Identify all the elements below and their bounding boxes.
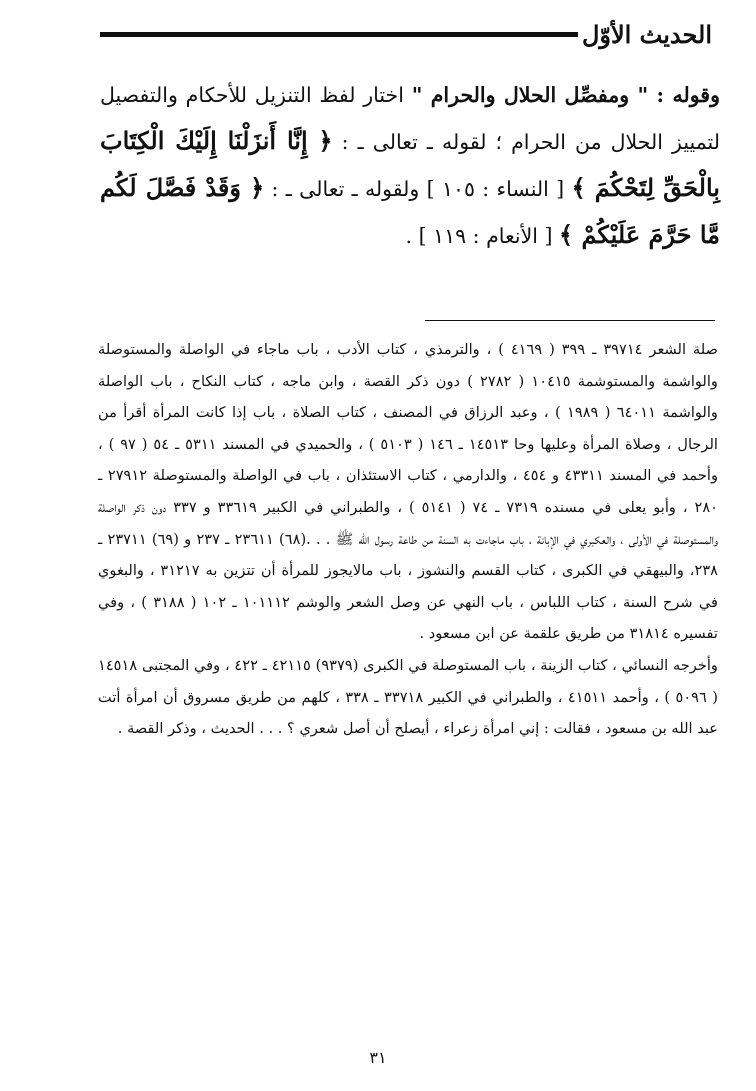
verse-reference-1: [ النساء : ١٠٥ ] ولقوله ـ تعالى ـ :: [264, 177, 572, 201]
footnote-paragraph-2: وأخرجه النسائي ، كتاب الزينة ، باب المستوصلة في الكبرى (٩٣٧٩) ٤٢١١٥ ـ ٤٢٢ ، وفي المجتبى ١٤٥١٨ ( ٥٠٩٦ ) ، وأحمد ٤١٥١١ ، والطبراني في الكبير ٣٣٧١٨ ـ ٣٣٨ ، كلهم من طريق مسروق أن امرأة أتت عبد الله بن مسعود ، فقالت : إني امرأة زعراء ، أيصلح أن أصل شعري ؟ . . . الحديث ، وذكر القصة .: [98, 656, 718, 738]
page-number: ٣١: [369, 1048, 387, 1067]
footnote-paragraph-1: صلة الشعر ٣٩٧١٤ ـ ٣٩٩ ( ٤١٦٩ ) ، والترمذي ، كتاب الأدب ، باب ماجاء في الواصلة والمستوصلة والواشمة والمستوشمة ١٠٤١٥ ( ٢٧٨٢ ) دون ذكر القصة ، وابن ماجه ، كتاب النكاح ، باب الواصلة والواشمة ٦٤٠١١ ( ١٩٨٩ ) ، وعبد الرزاق في المصنف ، كتاب الصلاة ، باب إذا كانت المرأة أقرأ من الرجال ، وصلاة المرأة وعليها وحا ١٤٥١٣ ـ ١٤٦ ( ٥١٠٣ ) ، والحميدي في المسند ٥٣١١ ـ ٥٤ ( ٩٧ ) ، وأحمد في المسند ٤٣٣١١ و ٤٥٤ ، والدارمي ، كتاب الاستئذان ، باب في الواصلة والمستوصلة ٢٧٩١٢ ـ ٢٨٠ ، وأبو يعلى في مسنده ٧٣١٩ ـ ٧٤ ( ٥١٤١ ) ، والطبراني في الكبير ٣٣٦١٩ و ٣٣٧ دون ذكر الواصلة والمستوصلة في الأولى ، والعكبري في الإبانة ، باب ماجاءت به السنة من طاعة رسول الله ﷺ . . .(٦٨) ٢٣٦١١ ـ ٢٣٧ و (٦٩) ٢٣٧١١ ـ ٢٣٨، والبيهقي في الكبرى ، كتاب القسم والنشوز ، باب مالايجوز للمرأة أن تتزين به ٣١٢١٧ ، والبغوي في شرح السنة ، كتاب اللباس ، باب النهي عن وصل الشعر والوشم ١٠١١١٢ ـ ١٠٢ ( ٣١٨٨ ) ، وفي تفسيره ٣١٨١٤ من طريق علقمة عن ابن مسعود .: [98, 341, 718, 643]
main-text: [100, 72, 720, 259]
running-header: [100, 14, 712, 54]
commentary-lead: وقوله : " ومفصِّل الحلال والحرام ": [411, 83, 720, 107]
commentary-text: اختار لفظ التنزيل للأحكام والتفصيل لتمييز الحلال من الحرام ؛ لقوله ـ تعالى ـ :: [100, 83, 720, 154]
verse-reference-2: [ الأنعام : ١١٩ ] .: [405, 224, 560, 248]
running-header-title: الحديث الأوّل: [581, 19, 712, 49]
quran-verse-2: ﴿ وَقَدْ فَصَّلَ لَكُم مَّا حَرَّمَ عَلَيْكُمْ ﴾: [100, 173, 720, 249]
quran-verse-1: ﴿ إِنَّا أَنزَلْنَا إِلَيْكَ الْكِتَابَ بِالْحَقِّ لِتَحْكُمَ ﴾: [100, 126, 720, 202]
footnote-separator: [425, 320, 715, 321]
header-rule: [100, 32, 578, 37]
footnotes: [98, 334, 718, 745]
